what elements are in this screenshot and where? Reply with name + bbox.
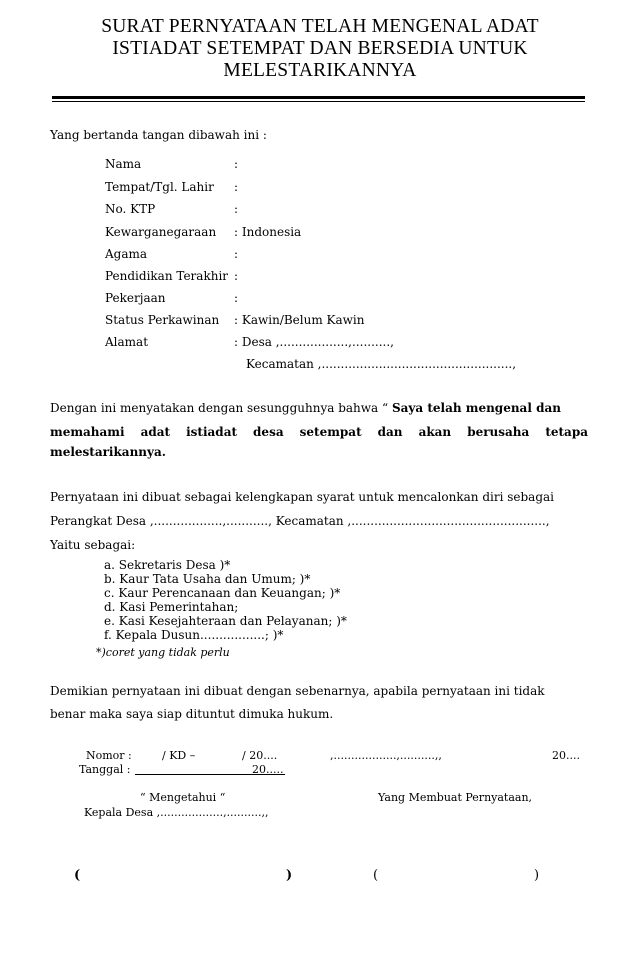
nomor-label: Nomor : xyxy=(86,749,132,762)
purpose-line-2: Perangkat Desa ,..................,..........., Kecamatan ,..................................................., xyxy=(50,514,550,528)
place-field: ,..................,..........,, xyxy=(330,749,442,762)
list-item: c. Kaur Perencanaan dan Keuangan; )* xyxy=(104,586,341,600)
field-value: : Desa ,..................,.........., xyxy=(234,335,394,349)
signature-paren-close: ) xyxy=(534,868,540,883)
field-label: Pekerjaan xyxy=(105,291,166,305)
tanggal-year: 20..... xyxy=(252,763,284,776)
statement-line-1 xyxy=(50,401,561,416)
statement-normal: Dengan ini menyatakan dengan sesungguhnya bahwa “ xyxy=(50,401,389,415)
list-item: f. Kepala Dusun.................; )* xyxy=(104,628,284,642)
field-label: No. KTP xyxy=(105,202,156,216)
field-label: Kewarganegaraan xyxy=(105,225,217,239)
title-line: MELESTARIKANNYA xyxy=(223,60,417,81)
title-rule-thick xyxy=(52,96,585,99)
alamat-kecamatan: Kecamatan ,.................................................., xyxy=(246,357,517,371)
closing-line-2: benar maka saya siap dituntut dimuka hukum. xyxy=(50,707,334,721)
statement-line-2: memahami adat istiadat desa setempat dan akan berusaha tetapa xyxy=(50,425,588,439)
list-item: b. Kaur Tata Usaha dan Umum; )* xyxy=(104,572,311,586)
purpose-line-3: Yaitu sebagai: xyxy=(50,538,136,552)
statement-bold: Saya telah mengenal dan xyxy=(391,401,561,415)
field-label: Tempat/Tgl. Lahir xyxy=(105,180,214,194)
field-label: Alamat xyxy=(105,335,149,349)
title-line: SURAT PERNYATAAN TELAH MENGENAL ADAT xyxy=(101,16,539,37)
field-label: Agama xyxy=(105,247,148,261)
field-value: : Kawin/Belum Kawin xyxy=(234,313,365,327)
list-item: d. Kasi Pemerintahan; xyxy=(104,600,239,614)
title-line: ISTIADAT SETEMPAT DAN BERSEDIA UNTUK xyxy=(112,38,528,59)
field-label: Nama xyxy=(105,157,142,171)
mengetahui-label: “ Mengetahui “ xyxy=(140,791,226,804)
field-label: Pendidikan Terakhir xyxy=(105,269,229,283)
closing-line-1: Demikian pernyataan ini dibuat dengan sebenarnya, apabila pernyataan ini tidak xyxy=(50,684,545,698)
purpose-line-1: Pernyataan ini dibuat sebagai kelengkapan syarat untuk mencalonkan diri sebagai xyxy=(50,490,554,504)
field-value: : xyxy=(234,247,239,261)
field-value: : xyxy=(234,291,239,305)
field-value: : xyxy=(234,157,239,171)
title-rule-thin xyxy=(52,101,585,102)
strike-note: *)coret yang tidak perlu xyxy=(96,646,230,659)
statement-line-3: melestarikannya. xyxy=(50,445,166,459)
list-item: a. Sekretaris Desa )* xyxy=(104,558,231,572)
tanggal-label: Tanggal : xyxy=(79,763,131,776)
field-value: : Indonesia xyxy=(234,225,302,239)
signature-paren-open: ( xyxy=(373,868,379,883)
field-value: : xyxy=(234,269,239,283)
nomor-kd: / KD – xyxy=(162,749,196,762)
signature-paren-close: ) xyxy=(286,868,293,883)
letter-title xyxy=(60,16,580,82)
date-year: 20.... xyxy=(552,749,580,762)
intro-text: Yang bertanda tangan dibawah ini : xyxy=(50,128,267,142)
kepala-desa-label: Kepala Desa ,..................,..........,, xyxy=(84,806,269,819)
list-item: e. Kasi Kesejahteraan dan Pelayanan; )* xyxy=(104,614,347,628)
nomor-year: / 20.... xyxy=(242,749,278,762)
yang-membuat-label: Yang Membuat Pernyataan, xyxy=(378,791,533,804)
signature-paren-open: ( xyxy=(74,868,81,883)
field-value: : xyxy=(234,180,239,194)
field-value: : xyxy=(234,202,239,216)
field-label: Status Perkawinan xyxy=(105,313,220,327)
